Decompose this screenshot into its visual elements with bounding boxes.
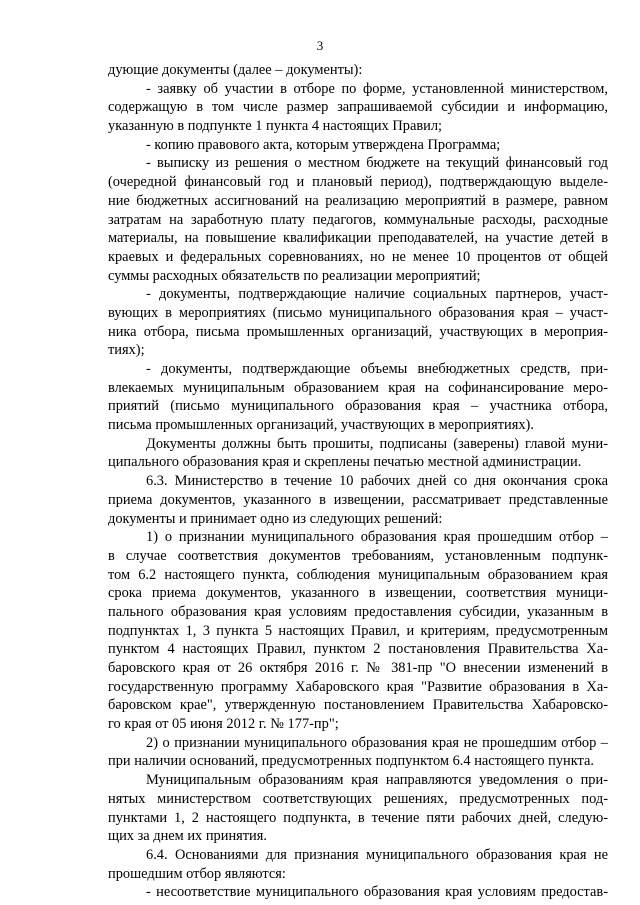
text-line: баровского края от 26 октября 2016 г. № 381-пр "О внесении изменений в — [108, 660, 608, 676]
text-line: срока приема документов, указанного в извещении, соответствия муници- — [108, 585, 608, 602]
text-line: подпунктах 1, 3 пункта 5 настоящих Правил, и критериям, предусмотренным — [108, 622, 608, 639]
text-line: пального образования края условиям предоставления субсидии, указанным в — [108, 603, 608, 620]
text-line: указанную в подпункте 1 пункта 4 настоящих Правил; — [108, 118, 443, 135]
page-number: 3 — [316, 38, 324, 53]
text-line: ципального образования края и скреплены печатью местной администрации. — [108, 454, 582, 471]
text-line: - выписку из решения о местном бюджете на текущий финансовый год — [146, 155, 608, 172]
text-line: прошедшим отбор являются: — [108, 865, 286, 882]
text-line: - несоответствие муниципального образования края условиям предостав- — [146, 884, 608, 901]
text-line: - документы, подтверждающие наличие социальных партнеров, участ- — [146, 286, 608, 303]
text-line: Муниципальным образованиям края направляются уведомления о при- — [146, 772, 608, 789]
text-line: приема документов, указанного в извещении, рассматривает представленные — [108, 491, 608, 508]
text-line: пунктом 4 настоящих Правил, пунктом 2 постановления Правительства Ха- — [108, 641, 608, 658]
text-line: го края от 05 июня 2012 г. № 177-пр"; — [108, 716, 339, 733]
text-line: 1) о признании муниципального образования края прошедшим отбор – — [146, 529, 608, 546]
text-line: влекаемых муниципальным образованием края на софинансирование меро- — [108, 379, 608, 396]
text-line: содержащую в том числе размер запрашиваемой субсидии и информацию, — [108, 99, 608, 116]
text-line: в случае соответствия документов требованиям, установленным подпунк- — [108, 547, 608, 564]
text-line: Документы должны быть прошиты, подписаны (заверены) главой муни- — [146, 435, 608, 452]
text-line: при наличии оснований, предусмотренных подпунктом 6.4 настоящего пункта. — [108, 753, 594, 770]
text-line: том 6.2 настоящего пункта, соблюдения муниципальным образованием края — [108, 566, 608, 583]
text-line: государственную программу Хабаровского края "Развитие образования в Ха- — [108, 678, 608, 695]
text-line: баровском крае", утвержденную постановлением Правительства Хабаровско- — [108, 697, 608, 714]
text-line: письма промышленных организаций, участвующих в мероприятиях). — [108, 417, 534, 434]
text-line: - копию правового акта, которым утверждена Программа; — [146, 136, 501, 153]
text-line: материалы, на повышение квалификации преподавателей, на участие детей в — [108, 230, 608, 247]
text-line: суммы расходных обязательств по реализации мероприятий; — [108, 267, 481, 284]
text-line: - документы, подтверждающие объемы внебюджетных средств, при- — [146, 361, 608, 377]
text-line: тиях); — [108, 342, 145, 359]
text-line: вующих в мероприятиях (письмо муниципального образования края – участ- — [108, 304, 608, 321]
text-line: затратам на заработную плату педагогов, коммунальные расходы, расходные — [108, 211, 608, 228]
text-line: краевых и федеральных соревнованиях, но не менее 10 процентов от общей — [108, 248, 608, 265]
text-line: приятий (письмо муниципального образования края – участника отбора, — [108, 398, 608, 415]
text-line: дующие документы (далее – документы): — [108, 62, 363, 78]
text-line: - заявку об участии в отборе по форме, установленной министерством, — [146, 80, 608, 97]
text-line: 6.4. Основаниями для признания муниципального образования края не — [146, 846, 608, 863]
document-body — [108, 61, 608, 902]
text-line: (очередной финансовый год и плановый период), подтверждающую выделе- — [108, 174, 608, 191]
text-line: ника отбора, письма промышленных организаций, участвующих в мероприя- — [108, 323, 608, 340]
text-line: 2) о признании муниципального образования края не прошедшим отбор – — [146, 734, 608, 751]
text-line: пунктами 1, 2 настоящего подпункта, в течение пяти рабочих дней, следую- — [108, 809, 608, 826]
text-line: документы и принимает одно из следующих решений: — [108, 510, 443, 527]
text-line: ние бюджетных ассигнований на реализацию мероприятий в размере, равном — [108, 192, 608, 209]
text-line: нятых министерством соответствующих решениях, предусмотренных под- — [108, 790, 608, 807]
text-line: щих за днем их принятия. — [108, 828, 267, 845]
text-line: 6.3. Министерство в течение 10 рабочих дней со дня окончания срока — [146, 473, 608, 490]
